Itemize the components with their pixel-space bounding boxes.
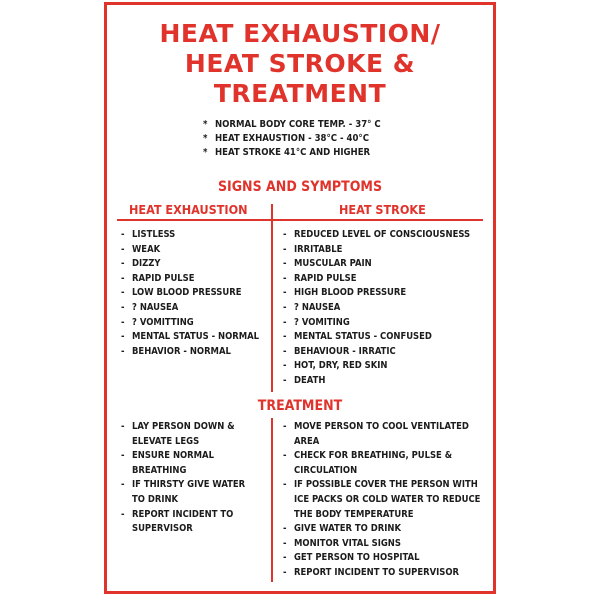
exhaustion-symptom-item: - LOW BLOOD PRESSURE — [121, 286, 259, 301]
fact-normal-temp: * NORMAL BODY CORE TEMP. - 37° C — [203, 118, 381, 132]
stroke-treatment-item: ICE PACKS OR COLD WATER TO REDUCE — [294, 493, 481, 505]
stroke-symptom-item: - ? NAUSEA — [283, 301, 470, 316]
exhaustion-symptom-item: - DIZZY — [121, 257, 259, 272]
stroke-treatment-item: - GET PERSON TO HOSPITAL — [283, 551, 480, 566]
exhaustion-treatment-item: - IF THIRSTY GIVE WATER — [121, 478, 245, 493]
title-line-2: HEAT STROKE & — [184, 49, 416, 78]
exhaustion-symptom-item: - MENTAL STATUS - NORMAL — [121, 330, 259, 345]
stroke-symptom-item: - REDUCED LEVEL OF CONSCIOUSNESS — [283, 228, 470, 243]
stroke-treatment-item: - REPORT INCIDENT TO SUPERVISOR — [283, 566, 480, 581]
stroke-symptom-item: - BEHAVIOUR - IRRATIC — [283, 345, 470, 360]
stroke-symptom-item: - HIGH BLOOD PRESSURE — [283, 286, 470, 301]
fact-stroke-temp: * HEAT STROKE 41°C AND HIGHER — [203, 146, 381, 160]
title-line-1: HEAT EXHAUSTION/ — [159, 19, 441, 48]
heat-illness-card — [104, 2, 496, 594]
stroke-symptom-item: - HOT, DRY, RED SKIN — [283, 359, 470, 374]
stroke-treatment-list — [283, 420, 480, 581]
signs-symptoms-heading: SIGNS AND SYMPTOMS — [217, 179, 383, 195]
exhaustion-treatment-item: - REPORT INCIDENT TO — [121, 508, 245, 523]
stroke-symptom-item: - IRRITABLE — [283, 243, 470, 258]
exhaustion-symptom-item: - ? NAUSEA — [121, 301, 259, 316]
stroke-treatment-item: - MOVE PERSON TO COOL VENTILATED — [283, 420, 480, 435]
exhaustion-treatment-list — [121, 420, 245, 537]
stroke-symptoms-list — [283, 228, 470, 389]
treatment-column-divider — [271, 418, 273, 582]
title-line-3: TREATMENT — [213, 79, 387, 108]
stroke-treatment-item: THE BODY TEMPERATURE — [294, 508, 414, 520]
stroke-treatment-item: AREA — [294, 435, 320, 447]
exhaustion-symptom-item: - RAPID PULSE — [121, 272, 259, 287]
exhaustion-symptom-item: - BEHAVIOR - NORMAL — [121, 345, 259, 360]
stroke-treatment-item: CIRCULATION — [294, 464, 358, 476]
exhaustion-symptom-item: - WEAK — [121, 243, 259, 258]
stroke-treatment-item: - IF POSSIBLE COVER THE PERSON WITH — [283, 478, 480, 493]
heat-stroke-column-heading: HEAT STROKE — [339, 202, 426, 217]
exhaustion-treatment-item: TO DRINK — [132, 493, 179, 505]
exhaustion-symptom-item: - ? VOMITTING — [121, 316, 259, 331]
fact-exhaustion-temp: * HEAT EXHAUSTION - 38°C - 40°C — [203, 132, 381, 146]
exhaustion-treatment-item: ELEVATE LEGS — [132, 435, 200, 447]
stroke-treatment-item: - GIVE WATER TO DRINK — [283, 522, 480, 537]
exhaustion-treatment-item: - ENSURE NORMAL — [121, 449, 245, 464]
symptoms-column-divider — [271, 204, 273, 392]
exhaustion-symptom-item: - LISTLESS — [121, 228, 259, 243]
treatment-heading: TREATMENT — [257, 398, 343, 414]
stroke-symptom-item: - MUSCULAR PAIN — [283, 257, 470, 272]
exhaustion-treatment-item: SUPERVISOR — [132, 523, 193, 535]
heat-exhaustion-column-heading: HEAT EXHAUSTION — [129, 202, 248, 217]
exhaustion-symptoms-list — [121, 228, 259, 359]
stroke-symptom-item: - ? VOMITING — [283, 316, 470, 331]
exhaustion-treatment-item: BREATHING — [132, 464, 187, 476]
stroke-symptom-item: - MENTAL STATUS - CONFUSED — [283, 330, 470, 345]
stroke-symptom-item: - RAPID PULSE — [283, 272, 470, 287]
temperature-facts — [203, 118, 381, 160]
exhaustion-treatment-item: - LAY PERSON DOWN & — [121, 420, 245, 435]
stroke-treatment-item: - CHECK FOR BREATHING, PULSE & — [283, 449, 480, 464]
stroke-symptom-item: - DEATH — [283, 374, 470, 389]
column-heading-divider — [117, 219, 483, 221]
stroke-treatment-item: - MONITOR VITAL SIGNS — [283, 537, 480, 552]
